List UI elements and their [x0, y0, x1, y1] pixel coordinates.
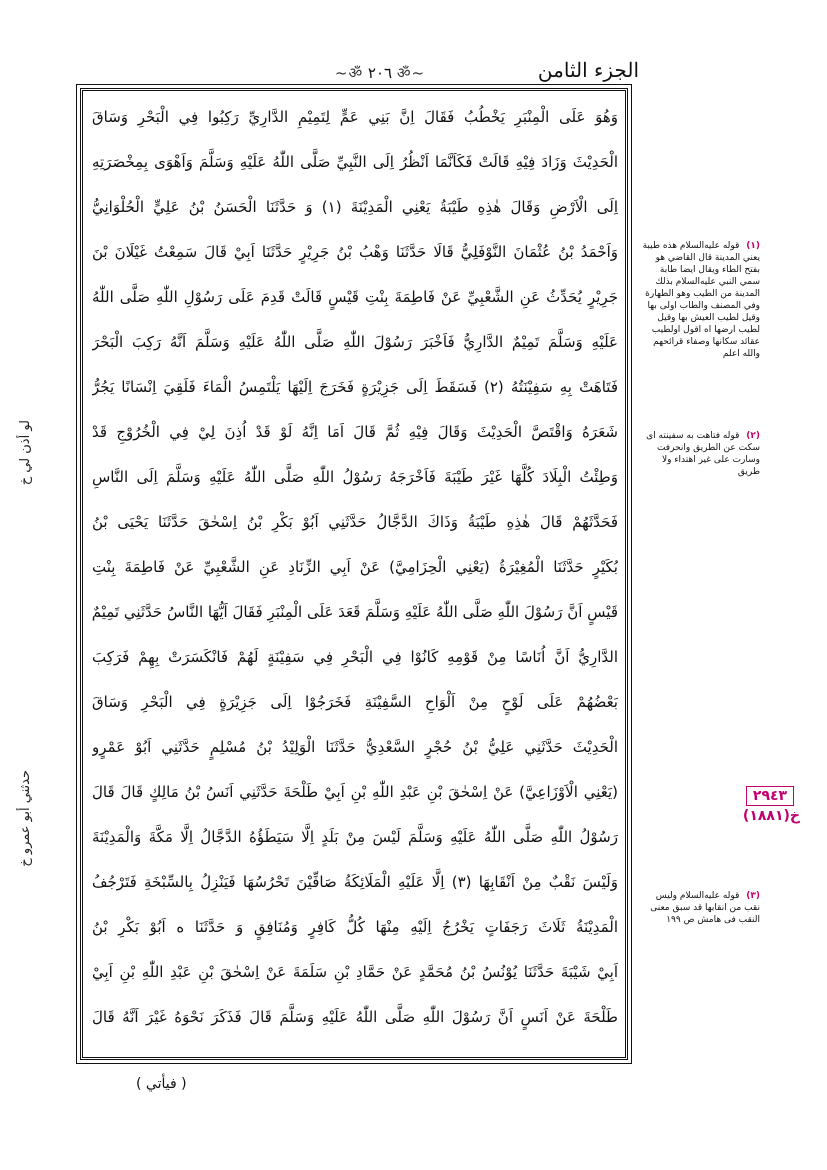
- text-line: عَلَيْهِ وَسَلَّمَ تَمِيْمٌ الدَّارِيُّ فَاَخْبَرَ رَسُوْلَ اللّٰهِ صَلَّى اللّٰهُ عَلَيْهِ وَسَلَّمَ اَنَّهُ رَكِبَ الْبَحْرَ: [92, 333, 618, 351]
- text-line: وَطِئْتُ الْبِلَادَ كُلَّهَا غَيْرَ طَيْبَةَ فَاَخْرَجَهُ رَسُوْلُ اللّٰهِ صَلَّى اللّٰهُ عَلَيْهِ وَسَلَّمَ اِلَى النَّاسِ: [92, 468, 618, 486]
- text-line: (يَعْنِي الْاَوْزَاعِيَّ) عَنْ اِسْحٰقَ بْنِ عَبْدِ اللّٰهِ بْنِ اَبِيْ طَلْحَةَ حَدَّثَنِي اَنَسُ بْنُ مَالِكٍ قَالَ قَالَ: [92, 783, 618, 801]
- margin-variant-note: حدثني أبو عمرو خ: [18, 770, 33, 867]
- text-line: فَحَدَّثَهُمْ قَالَ هٰذِهِ طَيْبَةُ وَذَاكَ الدَّجَّالُ حَدَّثَنِي اَبُوْ بَكْرِ بْنُ اِسْحٰقَ حَدَّثَنَا يَحْيَى بْنُ: [92, 513, 618, 531]
- footnote-text: قوله عليه‌السلام وليس نقب من انقابها قد سبق معنى النقب فى هامش ص ١٩٩: [650, 891, 760, 925]
- text-line: شَعَرَهُ وَاقْتَصَّ الْحَدِيْثَ وَقَالَ فِيْهِ ثُمَّ قَالَ اَمَا اِنَّهُ لَوْ قَدْ اُذِنَ لِيْ فِي الْخُرُوْجِ قَدْ: [92, 423, 618, 441]
- text-line: الْحَدِيْثَ حَدَّثَنِي عَلِيُّ بْنُ حُجْرٍ السَّعْدِيُّ حَدَّثَنَا الْوَلِيْدُ بْنُ مُسْلِمٍ حَدَّثَنِي اَبُوْ عَمْرٍو: [92, 738, 618, 756]
- page-number-header: [300, 63, 460, 83]
- text-line: اَبِيْ شَيْبَةَ حَدَّثَنَا يُوْنُسُ بْنُ مُحَمَّدٍ عَنْ حَمَّادِ بْنِ سَلَمَةَ عَنْ اِسْحٰقَ بْنِ عَبْدِ اللّٰهِ بْنِ اَبِيْ: [92, 963, 618, 981]
- text-line: بَعْضُهُمْ عَلَى لَوْحٍ مِنْ اَلْوَاحِ السَّفِيْنَةِ فَخَرَجُوْا اِلَى جَزِيْرَةٍ فِي الْبَحْرِ وَسَاقَ: [92, 693, 618, 711]
- margin-variant-note: لو أذن لي خ: [18, 420, 33, 486]
- text-line: بُكَيْرٍ حَدَّثَنَا الْمُغِيْرَةُ (يَعْنِي الْحِزَامِيَّ) عَنْ اَبِي الزِّنَادِ عَنِ الشَّعْبِيِّ عَنْ فَاطِمَةَ بِنْتِ: [92, 558, 618, 576]
- text-line: جَرِيْرٍ يُحَدِّثُ عَنِ الشَّعْبِيِّ عَنْ فَاطِمَةَ بِنْتِ قَيْسٍ قَالَتْ قَدِمَ عَلَى رَسُوْلِ اللّٰهِ صَلَّى اللّٰهُ: [92, 288, 618, 306]
- text-line: اِلَى الْاَرْضِ وَقَالَ هٰذِهِ طَيْبَةُ يَعْنِي الْمَدِيْنَةَ (١) وَ حَدَّثَنَا الْحَسَنُ بْنُ عَلِيٍّ الْحُلْوَانِيُّ: [92, 198, 618, 216]
- part-title: الجزء الثامن: [537, 58, 639, 82]
- hadith-number-box: ٢٩٤٣: [746, 786, 794, 806]
- footnote-1: [640, 240, 760, 360]
- text-line: فَتَاهَتْ بِهِ سَفِيْنَتُهُ (٢) فَسَقَطَ اِلَى جَزِيْرَةٍ فَخَرَجَ اِلَيْهَا يَلْتَمِسُ الْمَاءَ فَلَقِيَ اِنْسَانًا يَجُرُّ: [92, 378, 618, 396]
- text-line: طَلْحَةَ عَنْ اَنَسٍ اَنَّ رَسُوْلَ اللّٰهِ صَلَّى اللّٰهُ عَلَيْهِ وَسَلَّمَ قَالَ فَذَكَرَ نَحْوَهُ غَيْرَ اَنَّهُ قَالَ: [92, 1008, 618, 1026]
- page-number: ٢٠٦: [367, 64, 393, 82]
- footnote-2: [640, 430, 760, 478]
- main-text: [92, 100, 618, 1050]
- footnote-number: (٣): [746, 891, 760, 901]
- text-line: وَهُوَ عَلَى الْمِنْبَرِ يَخْطُبُ فَقَالَ اِنَّ بَنِي عَمٍّ لِتَمِيْمِ الدَّارِيِّ رَكِبُوا فِي الْبَحْرِ وَسَاقَ: [92, 108, 618, 126]
- catchword: ( فيأتي ): [136, 1076, 187, 1092]
- text-line: الدَّارِيُّ اَنَّ اُنَاسًا مِنْ قَوْمِهِ كَانُوْا فِي الْبَحْرِ فِي سَفِيْنَةٍ لَهُمْ فَانْكَسَرَتْ بِهِمْ فَرَكِبَ: [92, 648, 618, 666]
- footnote-number: (٢): [746, 431, 760, 441]
- text-line: الْمَدِيْنَةُ ثَلَاثَ رَجَفَاتٍ يَخْرُجُ اِلَيْهِ مِنْهَا كُلُّ كَافِرٍ وَمُنَافِقٍ وَ حَدَّثَنَا ه اَبُوْ بَكْرِ بْنُ: [92, 918, 618, 936]
- text-line: وَاَحْمَدُ بْنُ عُثْمَانَ النَّوْفَلِيُّ قَالَا حَدَّثَنَا وَهْبُ بْنُ جَرِيْرٍ حَدَّثَنَا اَبِيْ قَالَ سَمِعْتُ غَيْلَانَ بْنَ: [92, 243, 618, 261]
- text-line: رَسُوْلُ اللّٰهِ صَلَّى اللّٰهُ عَلَيْهِ وَسَلَّمَ لَيْسَ مِنْ بَلَدٍ اِلَّا سَيَطَؤُهُ الدَّجَّالُ اِلَّا مَكَّةَ وَالْمَدِيْنَةَ: [92, 828, 618, 846]
- footnote-3: [640, 890, 760, 926]
- text-line: الْحَدِيْثَ وَزَادَ فِيْهِ قَالَتْ فَكَاَنَّمَا اَنْظُرُ اِلَى النَّبِيِّ صَلَّى اللّٰهُ عَلَيْهِ وَسَلَّمَ وَاَهْوَى بِمِخْصَرَتِهِ: [92, 153, 618, 171]
- text-line: وَلَيْسَ نَقْبٌ مِنْ اَنْقَابِهَا (٣) اِلَّا عَلَيْهِ الْمَلَائِكَةُ صَافِّيْنَ تَحْرُسُهَا فَيَنْزِلُ بِالسِّبْخَةِ فَتَرْجُفُ: [92, 873, 618, 891]
- text-line: قَيْسٍ اَنَّ رَسُوْلَ اللّٰهِ صَلَّى اللّٰهُ عَلَيْهِ وَسَلَّمَ قَعَدَ عَلَى الْمِنْبَرِ فَقَالَ اَيُّهَا النَّاسُ حَدَّثَنِي تَمِيْمٌ: [92, 603, 618, 621]
- ornament-left: ~ॐ: [396, 64, 426, 82]
- ornament-right: ॐ~: [334, 64, 364, 82]
- footnote-number: (١): [746, 241, 760, 251]
- hadith-number-alt: خ(١٨٨١): [742, 808, 800, 824]
- footnote-text: قوله عليه‌السلام هذه طيبة يعني المدينة قال القاضي هو بفتح الطاء ويقال ايضا طابة سمي النبي عليه‌السلام بذلك المدينة من الطيب وهو الطهارة وفي المصنف والطاب اولى بها وقيل لطيب العيش بها وقيل لطيب ارضها اه اقول اولطيب عقائد سكانها وصفاء قرائحهم والله اعلم: [642, 241, 760, 359]
- footnote-text: قوله فتاهت به سفينته اى سكت عن الطريق وانحرفت وسارت على غير اهتداء ولا طريق: [646, 431, 760, 477]
